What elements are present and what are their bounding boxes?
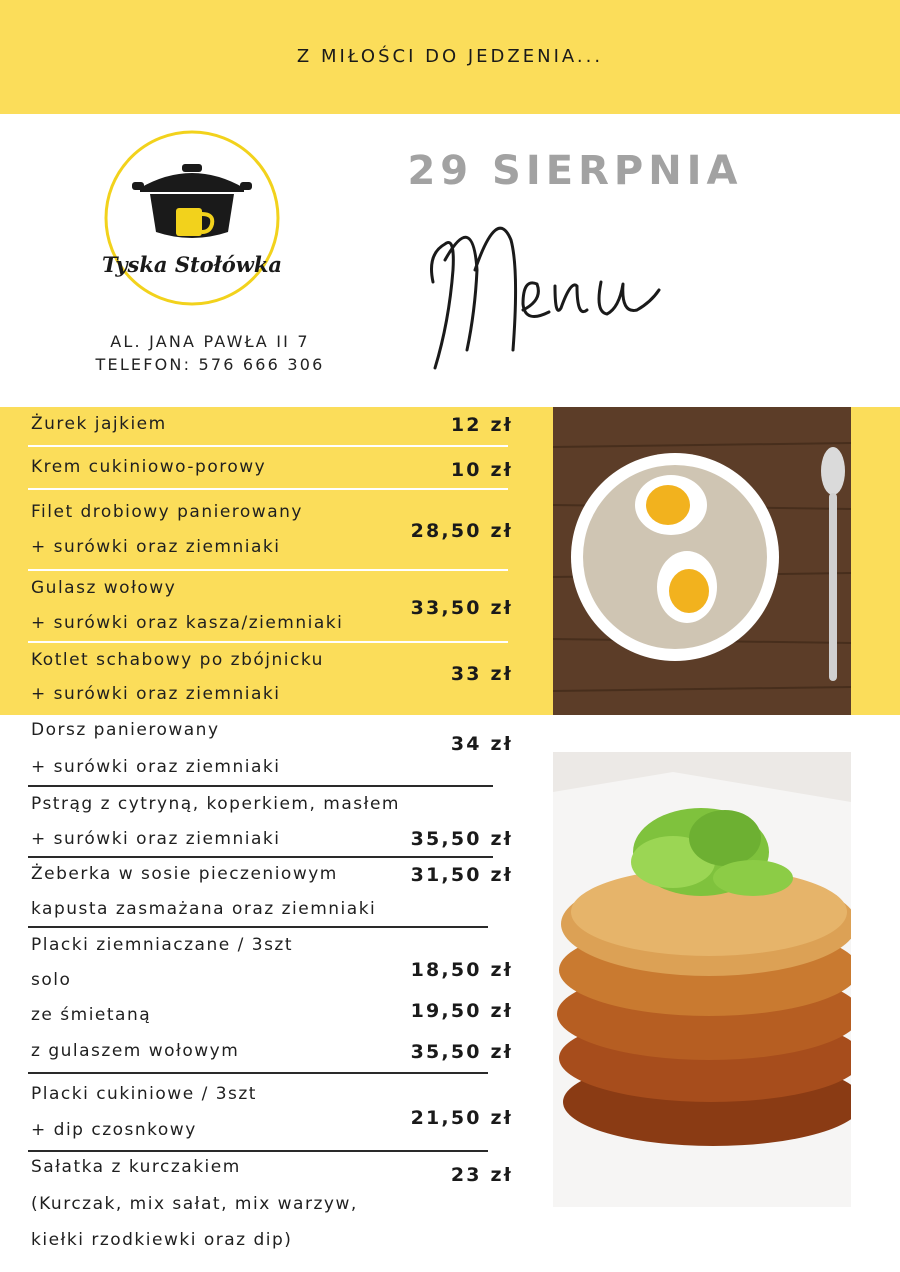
- menu-item-price: 33 zł: [450, 663, 513, 685]
- menu-item-name: Placki ziemniaczane / 3szt: [31, 935, 294, 955]
- menu-item-name: Kotlet schabowy po zbójnicku: [31, 650, 324, 670]
- menu-divider: [28, 926, 488, 928]
- menu-item-price: 21,50 zł: [410, 1107, 513, 1129]
- menu-item-price: 33,50 zł: [410, 597, 513, 619]
- menu-item-name: Dorsz panierowany: [31, 720, 220, 740]
- menu-divider: [28, 569, 508, 571]
- potato-pancakes-photo: [553, 752, 851, 1207]
- menu-date: 29 SIERPNIA: [407, 148, 743, 194]
- address-text: AL. JANA PAWŁA II 7: [110, 332, 310, 351]
- menu-item-price: 10 zł: [450, 459, 513, 481]
- menu-item-detail: + surówki oraz ziemniaki: [31, 684, 281, 704]
- menu-item-detail: + surówki oraz kasza/ziemniaki: [31, 613, 344, 633]
- menu-item-price: 35,50 zł: [410, 828, 513, 850]
- menu-item-price: 12 zł: [450, 414, 513, 436]
- menu-item-price: 19,50 zł: [410, 1000, 513, 1022]
- contact-block: [60, 330, 360, 376]
- menu-item-detail: + dip czosnkowy: [31, 1120, 197, 1140]
- menu-divider: [28, 488, 508, 490]
- menu-item-name: Żurek jajkiem: [31, 414, 167, 434]
- menu-script-title: [415, 200, 685, 380]
- menu-divider: [28, 641, 508, 643]
- menu-item-price: 28,50 zł: [410, 520, 513, 542]
- tagline: Z MIŁOŚCI DO JEDZENIA...: [296, 46, 604, 67]
- menu-item-name: Placki cukiniowe / 3szt: [31, 1084, 257, 1104]
- menu-item-name: Filet drobiowy panierowany: [31, 502, 303, 522]
- phone-text: TELEFON: 576 666 306: [95, 355, 325, 374]
- menu-item-detail: + surówki oraz ziemniaki: [31, 829, 281, 849]
- menu-divider: [28, 856, 493, 858]
- menu-item-detail: (Kurczak, mix sałat, mix warzyw,: [31, 1194, 358, 1214]
- menu-item-detail: ze śmietaną: [31, 1005, 152, 1025]
- menu-item-price: 31,50 zł: [410, 864, 513, 886]
- tyska-stolowka-logo: [102, 128, 282, 308]
- menu-item-price: 34 zł: [450, 733, 513, 755]
- menu-item-name: Pstrąg z cytryną, koperkiem, masłem: [31, 794, 400, 814]
- menu-item-name: Sałatka z kurczakiem: [31, 1157, 241, 1177]
- menu-item-detail: + surówki oraz ziemniaki: [31, 537, 281, 557]
- menu-item-detail: + surówki oraz ziemniaki: [31, 757, 281, 777]
- menu-item-detail: kapusta zasmażana oraz ziemniaki: [31, 899, 377, 919]
- soup-photo: [553, 407, 851, 715]
- menu-divider: [28, 1150, 488, 1152]
- menu-item-detail: z gulaszem wołowym: [31, 1041, 240, 1061]
- menu-item-name: Żeberka w sosie pieczeniowym: [31, 864, 338, 884]
- menu-item-price: 23 zł: [450, 1164, 513, 1186]
- menu-item-price: 18,50 zł: [410, 959, 513, 981]
- menu-divider: [28, 445, 508, 447]
- menu-item-name: Gulasz wołowy: [31, 578, 177, 598]
- menu-item-detail: kiełki rzodkiewki oraz dip): [31, 1230, 293, 1250]
- menu-divider: [28, 785, 493, 787]
- menu-item-price: 35,50 zł: [410, 1041, 513, 1063]
- menu-item-detail: solo: [31, 970, 72, 990]
- menu-item-name: Krem cukiniowo-porowy: [31, 457, 267, 477]
- menu-divider: [28, 1072, 488, 1074]
- logo-text: Tyska Stołówka: [102, 252, 282, 277]
